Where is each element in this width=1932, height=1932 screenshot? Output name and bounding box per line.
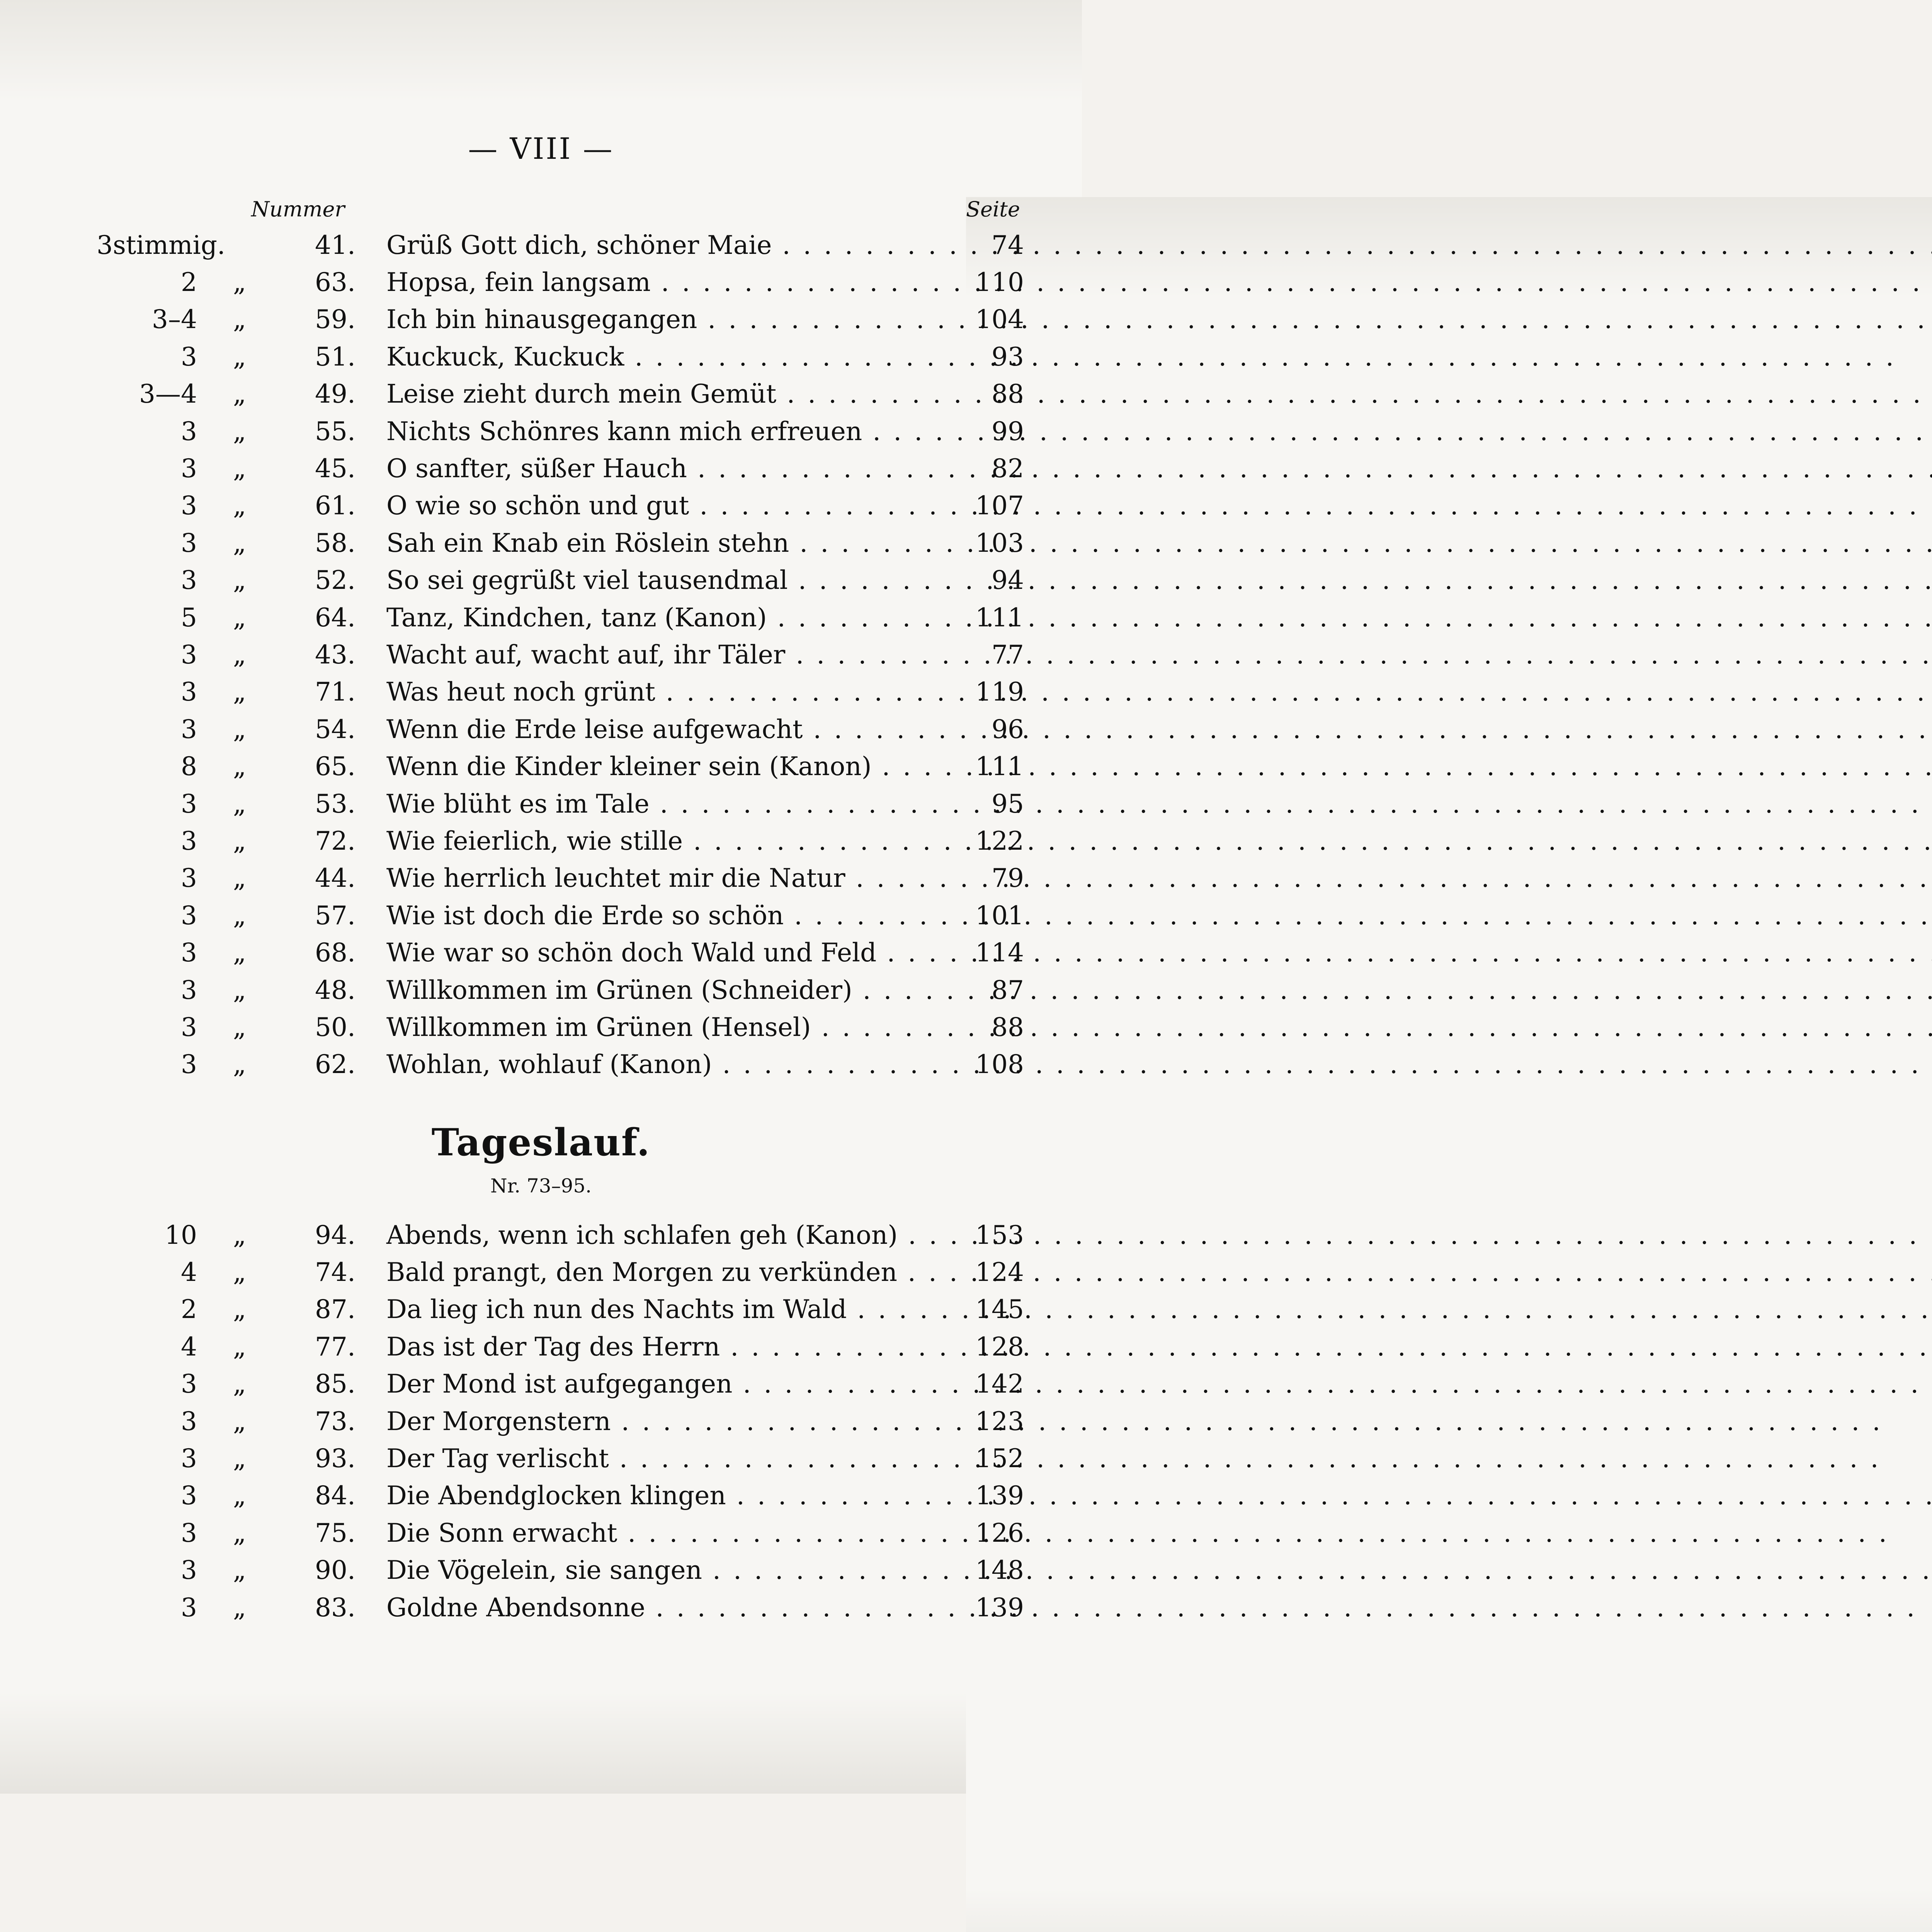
page-ref: 123 <box>975 1406 1024 1436</box>
column-header-page: Seite <box>966 197 1932 1932</box>
index-row <box>97 673 1024 711</box>
ditto-mark: „ <box>233 1294 247 1325</box>
song-title <box>386 711 958 748</box>
voice-count: 3 <box>181 863 197 893</box>
song-title <box>386 226 958 264</box>
song-title <box>386 1009 958 1046</box>
song-number: 74. <box>315 1257 355 1287</box>
song-number: 84. <box>315 1481 355 1511</box>
page-ref: 95 <box>992 789 1024 819</box>
column-header-number: Nummer <box>251 197 345 221</box>
song-title <box>386 1046 958 1083</box>
ditto-mark: „ <box>233 826 247 856</box>
index-row <box>97 226 1024 264</box>
song-title <box>386 1216 958 1253</box>
voice-count: 3 <box>181 528 197 558</box>
voice-count: 2 <box>181 267 197 298</box>
song-title-text: Der Tag verlischt . . . <box>386 1444 958 1473</box>
ditto-mark: „ <box>233 789 247 819</box>
index-row <box>97 636 1024 673</box>
page-ref: 128 <box>975 1332 1024 1362</box>
song-title-text: Wie blüht es im Tale . . . <box>386 789 958 819</box>
page-ref: 103 <box>975 528 1024 558</box>
song-number: 90. <box>315 1555 355 1585</box>
index-row <box>97 599 1024 636</box>
song-title <box>386 934 958 971</box>
ditto-mark: „ <box>233 1592 247 1622</box>
song-title-text: Wenn die Kinder kleiner sein (Kanon) . . . <box>386 752 958 781</box>
index-row <box>97 1009 1024 1046</box>
voice-count: 3 <box>181 1518 197 1548</box>
index-row <box>97 338 1024 375</box>
ditto-mark: „ <box>233 1369 247 1399</box>
song-title <box>386 264 958 301</box>
song-number: 59. <box>315 304 355 335</box>
page-ref: 94 <box>992 565 1024 595</box>
song-title-text: Die Vögelein, sie sangen . . . <box>386 1555 958 1585</box>
ditto-mark: „ <box>233 639 247 670</box>
song-title-text: Wie herrlich leuchtet mir die Natur . . . <box>386 863 958 893</box>
voice-count: 3—4 <box>139 379 197 409</box>
song-title-text: Wenn die Erde leise aufgewacht . . . <box>386 714 958 744</box>
song-title <box>386 822 958 859</box>
page-ref: 111 <box>975 602 1024 633</box>
page-ref: 124 <box>975 1257 1024 1287</box>
page-ref: 99 <box>992 416 1024 446</box>
song-title <box>386 1403 958 1440</box>
page-ref: 153 <box>975 1220 1024 1250</box>
page-ref: 77 <box>992 639 1024 670</box>
song-title-text: Da lieg ich nun des Nachts im Wald . . . <box>386 1294 958 1324</box>
ditto-mark: „ <box>233 752 247 782</box>
song-number: 61. <box>315 491 355 521</box>
song-title <box>386 673 958 711</box>
song-title <box>386 1291 958 1328</box>
song-title <box>386 971 958 1009</box>
ditto-mark: „ <box>233 677 247 707</box>
song-number: 52. <box>315 565 355 595</box>
song-title <box>386 1514 958 1551</box>
page-ref: 142 <box>975 1369 1024 1399</box>
ditto-mark: „ <box>233 1481 247 1511</box>
song-title-text: O sanfter, süßer Hauch . . . <box>386 454 958 483</box>
index-row <box>97 264 1024 301</box>
song-title-text: Wie ist doch die Erde so schön . . . <box>386 901 958 930</box>
page-ref: 145 <box>975 1294 1024 1325</box>
voice-count: 3 <box>181 1049 197 1080</box>
index-row <box>97 1552 1024 1589</box>
song-number: 54. <box>315 714 355 744</box>
song-title-text: Leise zieht durch mein Gemüt . . . <box>386 379 958 409</box>
song-number: 68. <box>315 938 355 968</box>
song-number: 57. <box>315 900 355 930</box>
voice-count: 3 <box>181 789 197 819</box>
ditto-mark: „ <box>233 1012 247 1042</box>
index-row <box>97 860 1024 897</box>
section-range: Nr. 73–95. <box>490 1175 592 1197</box>
voice-count: 3 <box>181 639 197 670</box>
song-title-text: So sei gegrüßt viel tausendmal . . . <box>386 565 958 595</box>
ditto-mark: „ <box>233 1332 247 1362</box>
song-title <box>386 1366 958 1403</box>
ditto-mark: „ <box>233 714 247 744</box>
voice-count: 5 <box>181 602 197 633</box>
song-title <box>386 1328 958 1365</box>
song-title <box>386 1552 958 1589</box>
ditto-mark: „ <box>233 900 247 930</box>
song-title <box>386 860 958 897</box>
voice-count: 3 <box>181 454 197 484</box>
song-title-text: Kuckuck, Kuckuck . . . <box>386 342 958 372</box>
index-row <box>97 413 1024 450</box>
index-table-songs <box>97 226 1024 1083</box>
page-ref: 74 <box>992 230 1024 260</box>
song-number: 55. <box>315 416 355 446</box>
song-title-text: Wie war so schön doch Wald und Feld . . . <box>386 938 958 968</box>
index-row <box>97 487 1024 524</box>
index-row <box>97 1477 1024 1514</box>
page-ref: 88 <box>992 1012 1024 1042</box>
page-ref: 88 <box>992 379 1024 409</box>
voice-count: 4 <box>181 1332 197 1362</box>
voice-count: 3 <box>181 938 197 968</box>
song-number: 49. <box>315 379 355 409</box>
song-title-text: Der Mond ist aufgegangen . . . <box>386 1369 958 1399</box>
voice-count: 3 <box>181 900 197 930</box>
ditto-mark: „ <box>233 342 247 372</box>
song-title <box>386 1477 958 1514</box>
index-row <box>97 711 1024 748</box>
voice-count: 10 <box>165 1220 197 1250</box>
song-title-text: Wohlan, wohlauf (Kanon) . . . <box>386 1049 958 1079</box>
song-number: 63. <box>315 267 355 298</box>
voice-count: 3 <box>181 826 197 856</box>
voice-count: 3 <box>181 1481 197 1511</box>
ditto-mark: „ <box>233 416 247 446</box>
song-number: 58. <box>315 528 355 558</box>
ditto-mark: „ <box>233 1406 247 1436</box>
song-number: 50. <box>315 1012 355 1042</box>
ditto-mark: „ <box>233 565 247 595</box>
ditto-mark: „ <box>233 454 247 484</box>
song-number: 73. <box>315 1406 355 1436</box>
index-row <box>97 301 1024 338</box>
song-title <box>386 376 958 413</box>
index-row <box>97 1328 1024 1365</box>
song-number: 48. <box>315 975 355 1005</box>
song-title-text: Sah ein Knab ein Röslein stehn . . . <box>386 528 958 558</box>
page-ref: 101 <box>975 900 1024 930</box>
voice-count: 3 <box>181 1592 197 1622</box>
voice-count: 3 <box>181 1444 197 1474</box>
index-row <box>97 1403 1024 1440</box>
song-title <box>386 524 958 561</box>
index-row <box>97 1514 1024 1551</box>
song-number: 45. <box>315 454 355 484</box>
voice-count: 3 <box>181 565 197 595</box>
index-row <box>97 1216 1024 1253</box>
page-ref: 96 <box>992 714 1024 744</box>
song-title-text: Bald prangt, den Morgen zu verkünden . . . <box>386 1257 958 1287</box>
song-title <box>386 599 958 636</box>
ditto-mark: „ <box>233 528 247 558</box>
song-title <box>386 450 958 487</box>
index-row <box>97 1046 1024 1083</box>
song-number: 75. <box>315 1518 355 1548</box>
page-ref: 93 <box>992 342 1024 372</box>
page-ref: 148 <box>975 1555 1024 1585</box>
song-number: 51. <box>315 342 355 372</box>
song-title <box>386 413 958 450</box>
voice-count: 8 <box>181 752 197 782</box>
index-row <box>97 376 1024 413</box>
song-title-text: Nichts Schönres kann mich erfreuen . . . <box>386 417 958 446</box>
song-title-text: Tanz, Kindchen, tanz (Kanon) . . . <box>386 603 958 633</box>
song-number: 77. <box>315 1332 355 1362</box>
ditto-mark: „ <box>233 267 247 298</box>
page-ref: 114 <box>975 938 1024 968</box>
page-ref: 110 <box>975 267 1024 298</box>
song-title <box>386 748 958 785</box>
page-ref: 122 <box>975 826 1024 856</box>
song-number: 64. <box>315 602 355 633</box>
index-row <box>97 1589 1024 1626</box>
index-row <box>97 1291 1024 1328</box>
index-row <box>97 822 1024 859</box>
index-row <box>97 971 1024 1009</box>
voice-count: 3 <box>181 491 197 521</box>
song-title-text: Der Morgenstern . . . <box>386 1406 958 1436</box>
page-ref: 111 <box>975 752 1024 782</box>
song-number: 41. <box>315 230 355 260</box>
ditto-mark: „ <box>233 938 247 968</box>
voice-count: 3 <box>181 1369 197 1399</box>
page-ref: 82 <box>992 454 1024 484</box>
song-title-text: Abends, wenn ich schlafen geh (Kanon) . . . <box>386 1220 958 1250</box>
ditto-mark: „ <box>233 975 247 1005</box>
song-number: 65. <box>315 752 355 782</box>
ditto-mark: „ <box>233 1220 247 1250</box>
page-ref: 139 <box>975 1481 1024 1511</box>
page-ref: 87 <box>992 975 1024 1005</box>
ditto-mark: „ <box>233 1518 247 1548</box>
song-title-text: Die Sonn erwacht . . . <box>386 1518 958 1548</box>
song-title-text: Das ist der Tag des Herrn . . . <box>386 1332 958 1362</box>
song-title-text: Wacht auf, wacht auf, ihr Täler . . . <box>386 640 958 670</box>
song-number: 85. <box>315 1369 355 1399</box>
song-number: 53. <box>315 789 355 819</box>
index-row <box>97 1440 1024 1477</box>
song-title-text: Goldne Abendsonne . . . <box>386 1593 958 1622</box>
ditto-mark: „ <box>233 491 247 521</box>
song-title <box>386 785 958 822</box>
song-number: 83. <box>315 1592 355 1622</box>
song-title <box>386 897 958 934</box>
song-title-text: Die Abendglocken klingen . . . <box>386 1481 958 1510</box>
song-number: 43. <box>315 639 355 670</box>
page-number: — VIII — <box>468 131 614 166</box>
voice-count: 3 <box>181 342 197 372</box>
voice-count: 3 <box>181 677 197 707</box>
ditto-mark: „ <box>233 1257 247 1287</box>
ditto-mark: „ <box>233 379 247 409</box>
song-title-text: Willkommen im Grünen (Schneider) . . . <box>386 975 958 1005</box>
index-row <box>97 897 1024 934</box>
song-title <box>386 1440 958 1477</box>
song-title-text: Hopsa, fein langsam . . . <box>386 267 958 297</box>
song-title <box>386 562 958 599</box>
song-title <box>386 301 958 338</box>
song-title-text: O wie so schön und gut . . . <box>386 491 958 520</box>
page-ref: 107 <box>975 491 1024 521</box>
page-ref: 139 <box>975 1592 1024 1622</box>
index-row <box>97 748 1024 785</box>
ditto-mark: „ <box>233 863 247 893</box>
song-title <box>386 487 958 524</box>
song-number: 62. <box>315 1049 355 1080</box>
index-row <box>97 524 1024 561</box>
voice-count: 3 <box>181 714 197 744</box>
index-row <box>97 562 1024 599</box>
index-row <box>97 785 1024 822</box>
voice-count: 3 <box>181 975 197 1005</box>
ditto-mark: „ <box>233 304 247 335</box>
ditto-mark: „ <box>233 1049 247 1080</box>
voice-count: 3 <box>181 1012 197 1042</box>
voice-count: 2 <box>181 1294 197 1325</box>
voice-count: 3 <box>181 1555 197 1585</box>
index-table-tageslauf <box>97 1216 1024 1626</box>
song-title-text: Ich bin hinausgegangen . . . <box>386 304 958 334</box>
page-ref: 126 <box>975 1518 1024 1548</box>
song-title <box>386 338 958 375</box>
index-row <box>97 934 1024 971</box>
song-number: 72. <box>315 826 355 856</box>
index-row <box>97 1366 1024 1403</box>
song-title-text: Was heut noch grünt . . . <box>386 677 958 707</box>
voice-count: 3–4 <box>152 304 197 335</box>
ditto-mark: „ <box>233 1444 247 1474</box>
song-title <box>386 1589 958 1626</box>
song-number: 87. <box>315 1294 355 1325</box>
song-number: 44. <box>315 863 355 893</box>
page-ref: 119 <box>975 677 1024 707</box>
song-title-text: Grüß Gott dich, schöner Maie . . . <box>386 230 958 260</box>
voice-count: 3 <box>181 416 197 446</box>
page-ref: 152 <box>975 1444 1024 1474</box>
page-ref: 104 <box>975 304 1024 335</box>
song-number: 94. <box>315 1220 355 1250</box>
voice-count: 4 <box>181 1257 197 1287</box>
page-ref: 108 <box>975 1049 1024 1080</box>
index-row <box>97 1253 1024 1291</box>
song-title-text: Willkommen im Grünen (Hensel) . . . <box>386 1012 958 1042</box>
section-title: Tageslauf. <box>431 1121 651 1164</box>
song-title-text: Wie feierlich, wie stille . . . <box>386 826 958 856</box>
index-row <box>97 450 1024 487</box>
page-ref: 79 <box>992 863 1024 893</box>
song-title <box>386 1253 958 1291</box>
song-number: 71. <box>315 677 355 707</box>
voice-count: 3 <box>181 1406 197 1436</box>
ditto-mark: „ <box>233 602 247 633</box>
ditto-mark: „ <box>233 1555 247 1585</box>
song-title <box>386 636 958 673</box>
voice-count: 3stimmig. <box>97 230 225 260</box>
song-number: 93. <box>315 1444 355 1474</box>
